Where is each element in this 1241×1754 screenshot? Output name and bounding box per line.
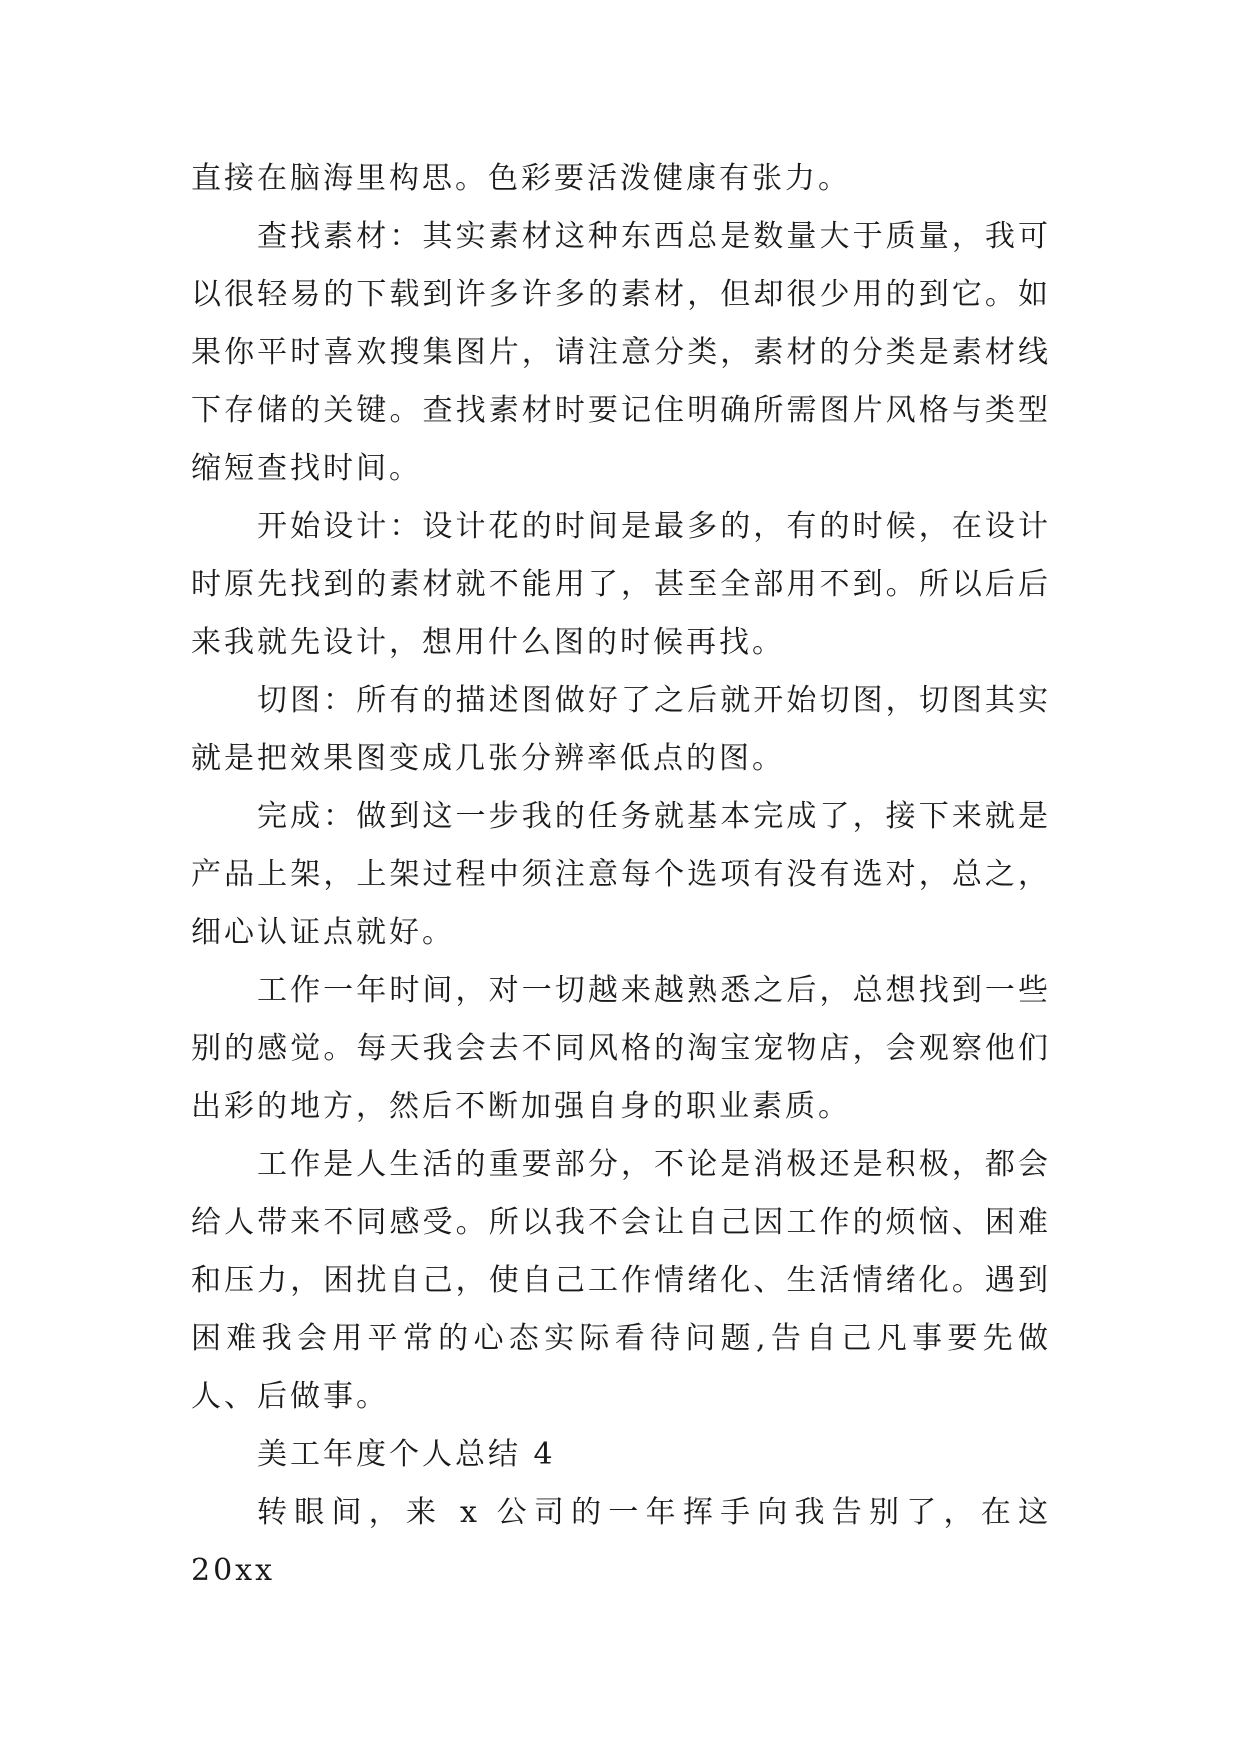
section-heading: 美工年度个人总结 4: [257, 1437, 556, 1472]
paragraph-one-year: 工作一年时间，对一切越来越熟悉之后，总想找到一些别的感觉。每天我会去不同风格的淘宝宠物店，会观察他们出彩的地方，然后不断加强自身的职业素质。: [191, 973, 1051, 1124]
paragraph-find-materials: 查找素材：其实素材这种东西总是数量大于质量，我可以很轻易的下载到许多许多的素材，但却很少用的到它。如果你平时喜欢搜集图片，请注意分类，素材的分类是素材线下存储的关键。查找素材时要记住明确所需图片风格与类型缩短查找时间。: [191, 219, 1051, 486]
paragraph-last: 转眼间，来 x 公司的一年挥手向我告别了，在这 20xx: [191, 1495, 1051, 1588]
paragraph-complete: 完成：做到这一步我的任务就基本完成了，接下来就是产品上架，上架过程中须注意每个选项有没有选对，总之，细心认证点就好。: [191, 799, 1051, 950]
paragraph-slicing: 切图：所有的描述图做好了之后就开始切图，切图其实就是把效果图变成几张分辨率低点的图。: [191, 683, 1051, 776]
document-body: [191, 150, 1051, 1600]
paragraph-continuation: 直接在脑海里构思。色彩要活泼健康有张力。: [191, 161, 851, 196]
paragraph-work-life: 工作是人生活的重要部分，不论是消极还是积极，都会给人带来不同感受。所以我不会让自己因工作的烦恼、困难和压力，困扰自己，使自己工作情绪化、生活情绪化。遇到困难我会用平常的心态实际看待问题,告自己凡事要先做人、后做事。: [191, 1147, 1051, 1414]
paragraph-start-design: 开始设计：设计花的时间是最多的，有的时候，在设计时原先找到的素材就不能用了，甚至全部用不到。所以后后来我就先设计，想用什么图的时候再找。: [191, 509, 1051, 660]
